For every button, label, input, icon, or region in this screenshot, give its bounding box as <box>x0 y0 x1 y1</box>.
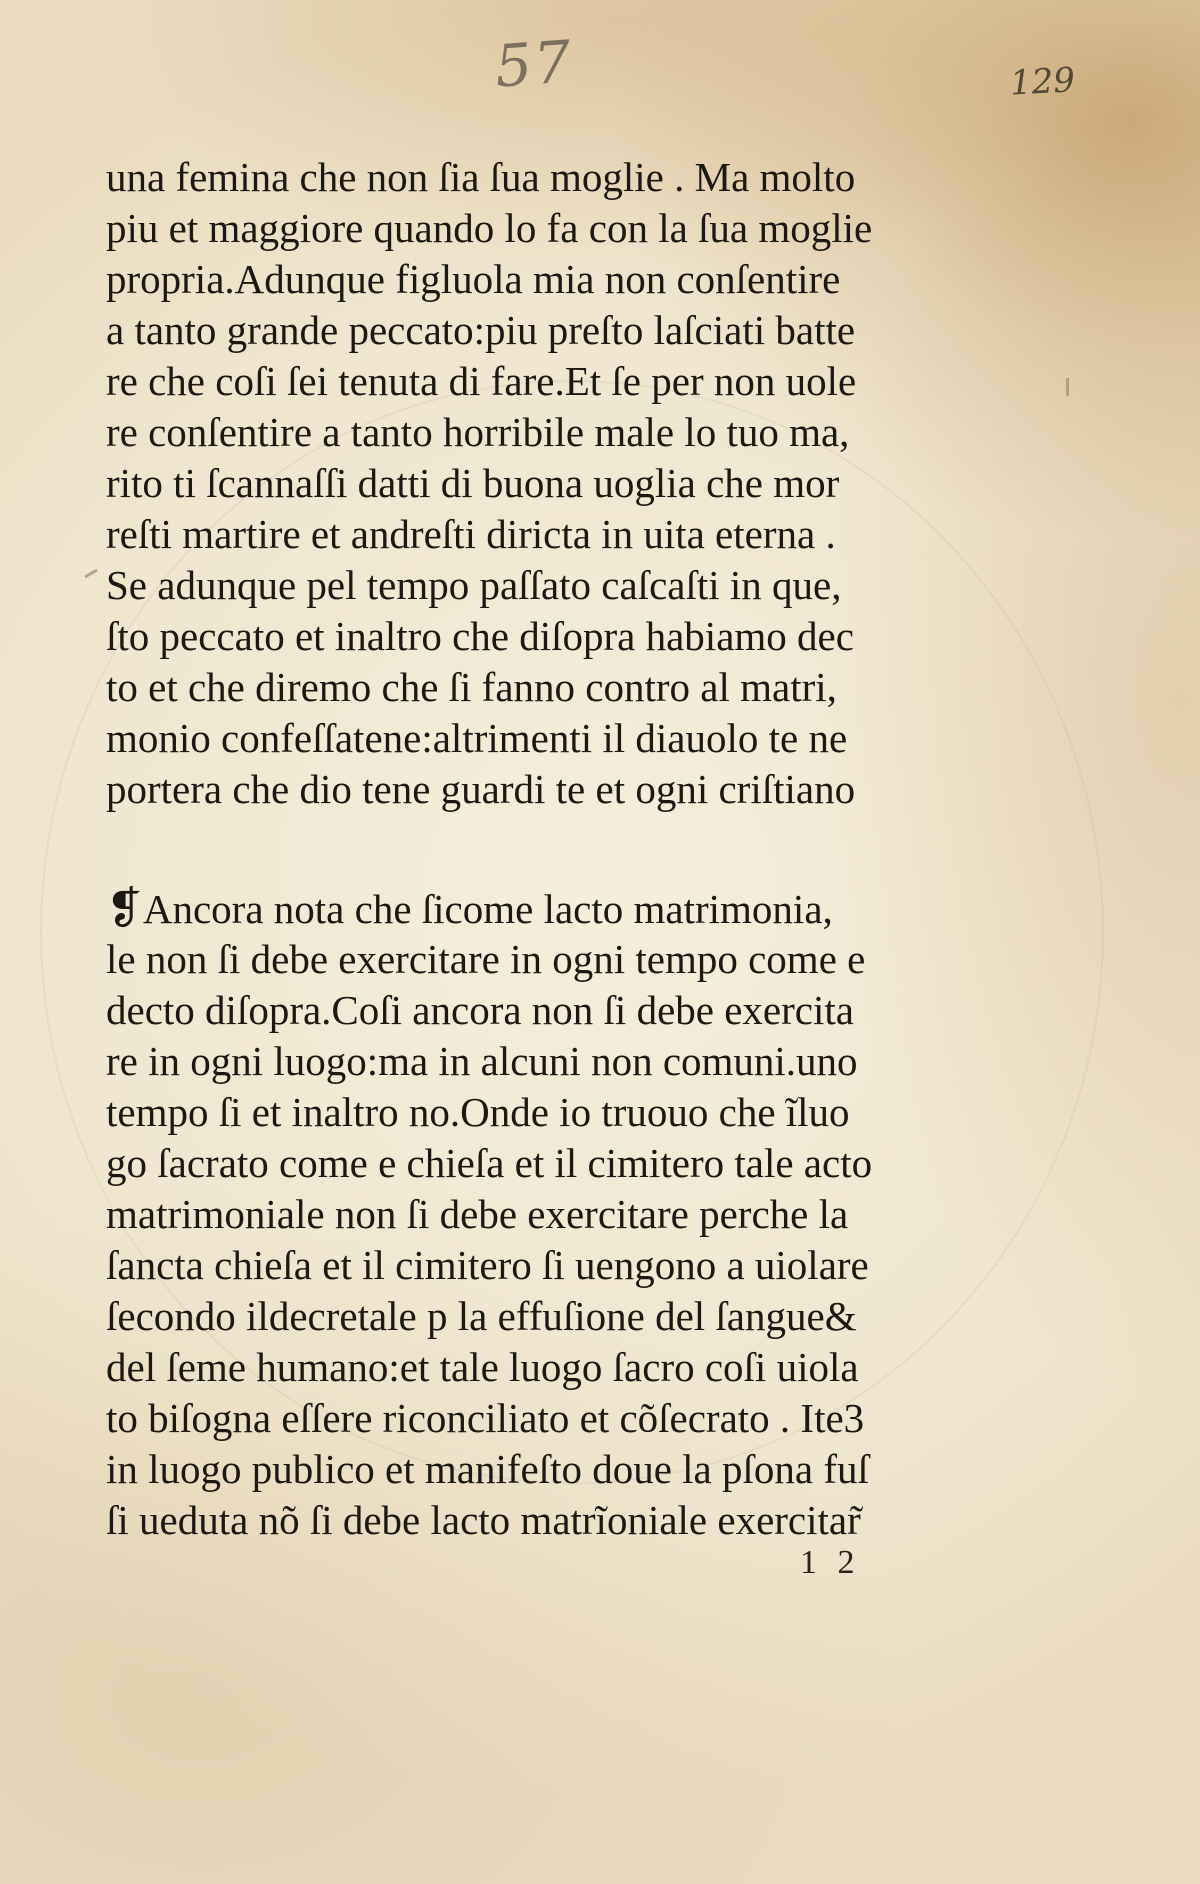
signature-mark: 1 2 <box>800 1544 861 1581</box>
text-line: le non ſi debe exercitare in ogni tempo come e <box>106 936 866 982</box>
pencil-folio-number: 57 <box>492 27 576 101</box>
text-line: propria.Adunque figluola mia non conſentire <box>106 256 841 302</box>
paragraph-1 <box>106 152 906 815</box>
text-line: ſi ueduta nõ ſi debe lacto matrĩoniale exercitar̃ <box>106 1497 861 1543</box>
text-line: a tanto grande peccato:piu preſto laſciati batte <box>106 307 856 353</box>
paragraph-gap <box>106 815 906 883</box>
text-line: in luogo publico et manifeſto doue la pſona fuſ <box>106 1446 869 1492</box>
text-line-first <box>106 883 906 934</box>
ink-folio-number: 129 <box>1008 60 1076 104</box>
text-line: rito ti ſcannaſſi datti di buona uoglia che mor <box>106 460 840 506</box>
text-line: re in ogni luogo:ma in alcuni non comuni.uno <box>106 1038 858 1084</box>
paragraph-2 <box>106 883 906 1546</box>
text-line-content: Ancora nota che ſicome lacto matrimonia, <box>142 886 833 932</box>
text-line: decto diſopra.Coſi ancora non ſi debe exercita <box>106 987 854 1033</box>
text-line: una femina che non ſia ſua moglie . Ma molto <box>106 154 856 200</box>
text-line: ſecondo ildecretale p la effuſione del ſangue& <box>106 1293 857 1339</box>
text-line: to et che diremo che ſi fanno contro al matri, <box>106 664 837 710</box>
text-line: to biſogna eſſere riconciliato et cõſecrato . Ite3 <box>106 1395 865 1441</box>
text-line: ſancta chieſa et il cimitero ſi uengono a uiolare <box>106 1242 869 1288</box>
main-text <box>106 152 906 1546</box>
text-line: re che coſi ſei tenuta di fare.Et ſe per non uole <box>106 358 857 404</box>
text-line: monio confeſſatene:altrimenti il diauolo te ne <box>106 715 848 761</box>
text-line: re conſentire a tanto horribile male lo tuo ma, <box>106 409 850 455</box>
text-line: matrimoniale non ſi debe exercitare perche la <box>106 1191 849 1237</box>
text-line: piu et maggiore quando lo fa con la ſua moglie <box>106 205 873 251</box>
text-line: Se adunque pel tempo paſſato caſcaſti in que, <box>106 562 842 608</box>
ink-speck <box>1066 378 1069 396</box>
text-line: portera che dio tene guardi te et ogni criſtiano <box>106 766 856 812</box>
text-line: reſti martire et andreſti diricta in uita eterna . <box>106 511 836 557</box>
paragraph-mark-icon: ❡ <box>106 884 143 933</box>
text-line: del ſeme humano:et tale luogo ſacro coſi uiola <box>106 1344 859 1390</box>
text-line: go ſacrato come e chieſa et il cimitero tale acto <box>106 1140 873 1186</box>
text-line: ſto peccato et inaltro che diſopra habiamo dec <box>106 613 854 659</box>
margin-mark <box>84 569 98 579</box>
text-line: tempo ſi et inaltro no.Onde io truouo che ĩluo <box>106 1089 850 1135</box>
